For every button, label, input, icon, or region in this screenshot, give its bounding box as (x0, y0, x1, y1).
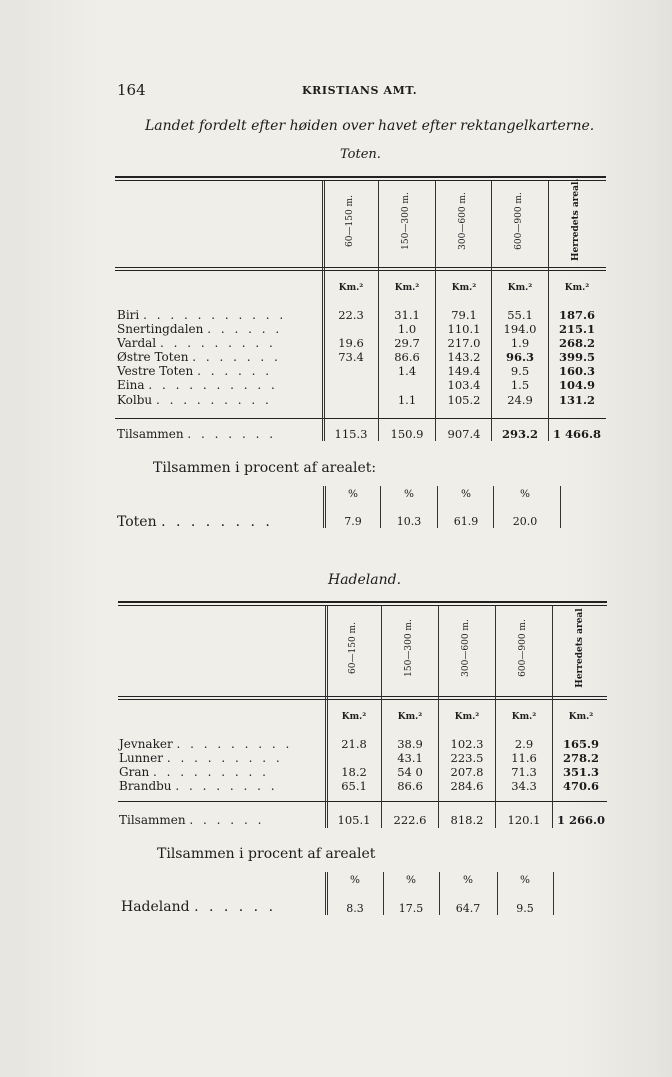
column-head: Herredets areal. (571, 178, 581, 261)
cell: 55.1 (507, 308, 533, 322)
row-label: Lunner (119, 751, 163, 765)
percent-cell: 20.0 (512, 515, 538, 528)
cell: 103.4 (447, 378, 481, 392)
leader-dots: . . . . . . . . . . (148, 378, 278, 392)
unit-label: Km.² (511, 712, 537, 722)
total-cell: 907.4 (447, 427, 481, 441)
percent-cell: 17.5 (398, 902, 424, 915)
column-divider (560, 486, 561, 528)
table-top-rule-thin (118, 605, 607, 606)
total-cell: 150.9 (390, 427, 424, 441)
running-header: KRISTIANS AMT. (302, 84, 418, 97)
percent-symbol: % (404, 488, 414, 500)
percent-row-label: Toten (117, 514, 157, 530)
leader-dots: . . . . . . (189, 813, 265, 827)
cell: 1.4 (397, 364, 417, 378)
percent-symbol: % (520, 488, 530, 500)
table-top-rule-thin (115, 180, 606, 181)
total-label: Tilsammen (119, 813, 186, 827)
percent-symbol: % (463, 874, 473, 886)
column-head: 60—150 m. (348, 622, 358, 674)
cell: 18.2 (341, 765, 367, 779)
percent-symbol: % (406, 874, 416, 886)
total-cell: 818.2 (450, 813, 484, 827)
leader-dots: . . . . . . . . . (153, 765, 269, 779)
cell: 104.9 (558, 378, 595, 392)
cell: 22.3 (338, 308, 364, 322)
total-cell: 1 266.0 (556, 813, 606, 827)
column-head: 600—900 m. (514, 192, 524, 250)
cell: 29.7 (394, 336, 420, 350)
header-rule (118, 696, 607, 697)
cell: 43.1 (397, 751, 423, 765)
percent-symbol: % (520, 874, 530, 886)
percent-row-label: Hadeland (121, 899, 190, 915)
cell: 86.6 (394, 350, 420, 364)
row-label: Brandbu (119, 779, 172, 793)
cell: 24.9 (507, 393, 533, 407)
cell: 71.3 (511, 765, 537, 779)
column-divider (323, 486, 324, 528)
unit-label: Km.² (454, 712, 480, 722)
cell: 268.2 (558, 336, 595, 350)
header-rule-thin (115, 270, 606, 271)
percent-cell: 7.9 (344, 515, 362, 528)
cell: 102.3 (450, 737, 484, 751)
leader-dots: . . . . . . (197, 364, 273, 378)
total-cell: 120.1 (507, 813, 541, 827)
column-head: Herredets areal (575, 608, 585, 688)
cell: 54 0 (397, 765, 423, 779)
cell: 1.5 (510, 378, 530, 392)
cell: 38.9 (397, 737, 423, 751)
cell: 278.2 (562, 751, 599, 765)
total-cell: 1 466.8 (552, 427, 602, 441)
total-rule (115, 418, 606, 419)
cell: 215.1 (558, 322, 595, 336)
total-cell: 105.1 (337, 813, 371, 827)
total-cell: 115.3 (334, 427, 368, 441)
table-top-rule (115, 176, 606, 178)
leader-dots: . . . . . . . . . . . (143, 308, 287, 322)
column-divider (325, 872, 326, 915)
cell: 21.8 (341, 737, 367, 751)
unit-label: Km.² (341, 712, 367, 722)
row-label: Vestre Toten (117, 364, 194, 378)
cell: 19.6 (338, 336, 364, 350)
row-label: Vardal (117, 336, 157, 350)
total-rule (118, 801, 607, 802)
percent-heading: Tilsammen i procent af arealet: (153, 460, 377, 476)
unit-label: Km.² (564, 283, 590, 293)
row-label: Eina (117, 378, 145, 392)
cell: 105.2 (447, 393, 481, 407)
cell: 223.5 (450, 751, 484, 765)
column-divider (553, 872, 554, 915)
cell: 96.3 (505, 350, 534, 364)
cell: 194.0 (503, 322, 537, 336)
percent-symbol: % (461, 488, 471, 500)
page-number: 164 (117, 81, 146, 99)
unit-label: Km.² (394, 283, 420, 293)
percent-symbol: % (348, 488, 358, 500)
leader-dots: . . . . . . . (192, 350, 281, 364)
leader-dots: . . . . . . (194, 899, 277, 915)
percent-heading: Tilsammen i procent af arealet (157, 846, 376, 862)
row-label: Gran (119, 765, 150, 779)
cell: 149.4 (447, 364, 481, 378)
row-label: Kolbu (117, 393, 153, 407)
row-label: Snertingdalen (117, 322, 204, 336)
cell: 160.3 (558, 364, 595, 378)
cell: 131.2 (558, 393, 595, 407)
column-head: 300—600 m. (458, 192, 468, 250)
cell: 34.3 (511, 779, 537, 793)
total-cell: 222.6 (393, 813, 427, 827)
leader-dots: . . . . . . . . . (176, 737, 293, 751)
cell: 1.9 (510, 336, 530, 350)
percent-cell: 61.9 (453, 515, 479, 528)
leader-dots: . . . . . . . . (175, 779, 278, 793)
cell: 110.1 (447, 322, 481, 336)
cell: 143.2 (447, 350, 481, 364)
column-head: 150—300 m. (401, 192, 411, 250)
column-head: 300—600 m. (461, 619, 471, 677)
unit-label: Km.² (568, 712, 594, 722)
cell: 1.0 (397, 322, 417, 336)
column-head: 150—300 m. (404, 619, 414, 677)
header-rule (115, 267, 606, 268)
leader-dots: . . . . . . (207, 322, 283, 336)
row-label: Jevnaker (119, 737, 173, 751)
leader-dots: . . . . . . . . . (166, 751, 283, 765)
percent-cell: 10.3 (396, 515, 422, 528)
cell: 470.6 (562, 779, 599, 793)
cell: 31.1 (394, 308, 420, 322)
row-label: Biri (117, 308, 140, 322)
cell: 9.5 (510, 364, 530, 378)
cell: 165.9 (562, 737, 599, 751)
cell: 351.3 (562, 765, 599, 779)
row-label: Østre Toten (117, 350, 189, 364)
column-head: 60—150 m. (345, 195, 355, 247)
cell: 187.6 (558, 308, 595, 322)
unit-label: Km.² (338, 283, 364, 293)
leader-dots: . . . . . . . (187, 427, 277, 441)
cell: 65.1 (341, 779, 367, 793)
leader-dots: . . . . . . . . . (159, 336, 276, 350)
percent-cell: 9.5 (516, 902, 534, 915)
section-heading-hadeland: Hadeland. (328, 572, 402, 588)
percent-symbol: % (350, 874, 360, 886)
cell: 11.6 (511, 751, 537, 765)
header-rule-thin (118, 699, 607, 700)
cell: 217.0 (447, 336, 481, 350)
cell: 2.9 (514, 737, 534, 751)
cell: 1.1 (397, 393, 417, 407)
percent-cell: 8.3 (346, 902, 364, 915)
column-head: 600—900 m. (518, 619, 528, 677)
section-heading-toten: Toten. (340, 147, 381, 162)
unit-label: Km.² (451, 283, 477, 293)
leader-dots: . . . . . . . . (161, 514, 273, 530)
total-label: Tilsammen (117, 427, 184, 441)
cell: 86.6 (397, 779, 423, 793)
unit-label: Km.² (507, 283, 533, 293)
page-title: Landet fordelt efter høiden over havet efter rektangelkarterne. (145, 118, 595, 134)
table-top-rule (118, 601, 607, 603)
cell: 284.6 (450, 779, 484, 793)
cell: 79.1 (451, 308, 477, 322)
cell: 399.5 (558, 350, 595, 364)
leader-dots: . . . . . . . . . (155, 393, 272, 407)
percent-cell: 64.7 (455, 902, 481, 915)
unit-label: Km.² (397, 712, 423, 722)
cell: 73.4 (338, 350, 364, 364)
total-cell: 293.2 (501, 427, 538, 441)
cell: 207.8 (450, 765, 484, 779)
